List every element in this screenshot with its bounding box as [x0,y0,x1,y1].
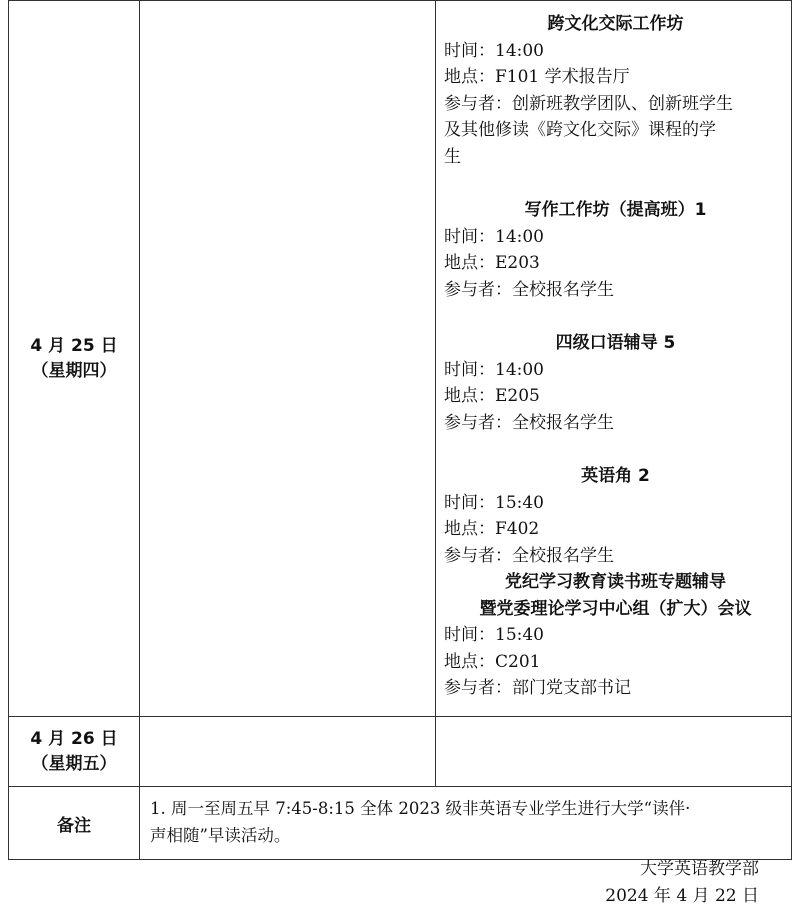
event-place: 地点：C201 [444,651,541,672]
spacer [444,436,787,463]
events-cell-thursday [436,1,792,717]
date-cell-thursday [9,1,140,717]
spacer [444,303,787,330]
remark-line: 声相随”早读活动。 [150,826,291,845]
date-label: 4 月 26 日 [30,728,118,749]
event-participants: 参与者：全校报名学生 [444,545,614,566]
date-label: 4 月 25 日 [30,335,118,356]
event-english-corner [444,463,787,569]
event-time: 时间：14:00 [444,40,544,61]
event-title-line2: 暨党委理论学习中心组（扩大）会议 [479,598,752,619]
event-party-study [444,569,787,702]
weekday-label: （星期五） [31,753,117,774]
weekday-label: （星期四） [31,360,117,381]
event-place: 地点：F402 [444,519,540,539]
event-writing-workshop [444,197,787,303]
event-title: 跨文化交际工作坊 [547,14,684,34]
issue-date: 2024 年 4 月 22 日 [605,886,759,906]
event-intercultural-workshop [444,11,787,170]
event-time: 时间：14:00 [444,359,544,380]
table-row-thursday [9,1,792,717]
event-place: 地点：F101 学术报告厅 [444,67,630,87]
spacer [444,170,787,197]
event-time: 时间：15:40 [444,492,544,513]
middle-cell-empty [140,717,436,787]
event-cet4-speaking [444,330,787,436]
event-participants: 参与者：全校报名学生 [444,279,614,300]
remarks-label: 备注 [9,787,140,860]
event-title: 四级口语辅导 5 [555,333,676,353]
event-participants: 参与者：创新班教学团队、创新班学生 [444,93,733,114]
issuing-department: 大学英语教学部 [640,859,759,879]
date-cell-friday [9,717,140,787]
event-participants-cont: 及其他修读《跨文化交际》课程的学 [444,120,716,140]
event-title: 写作工作坊（提高班）1 [524,200,707,220]
document-footer [605,856,759,910]
event-participants: 参与者：部门党支部书记 [444,678,631,698]
event-participants-cont: 生 [444,146,461,167]
schedule-table [8,0,792,860]
table-row-friday [9,717,792,787]
remark-line: 1. 周一至周五早 7:45-8:15 全体 2023 级非英语专业学生进行大学“读伴· [150,799,691,818]
event-title: 英语角 2 [581,466,650,486]
event-place: 地点：E205 [444,386,540,406]
remarks-content [140,787,792,860]
table-row-remarks [9,787,792,860]
events-cell-friday-empty [436,717,792,787]
event-place: 地点：E203 [444,253,540,273]
event-title-line1: 党纪学习教育读书班专题辅导 [505,572,726,592]
middle-cell-empty [140,1,436,717]
event-time: 时间：15:40 [444,625,544,645]
event-time: 时间：14:00 [444,226,544,247]
event-participants: 参与者：全校报名学生 [444,412,614,433]
